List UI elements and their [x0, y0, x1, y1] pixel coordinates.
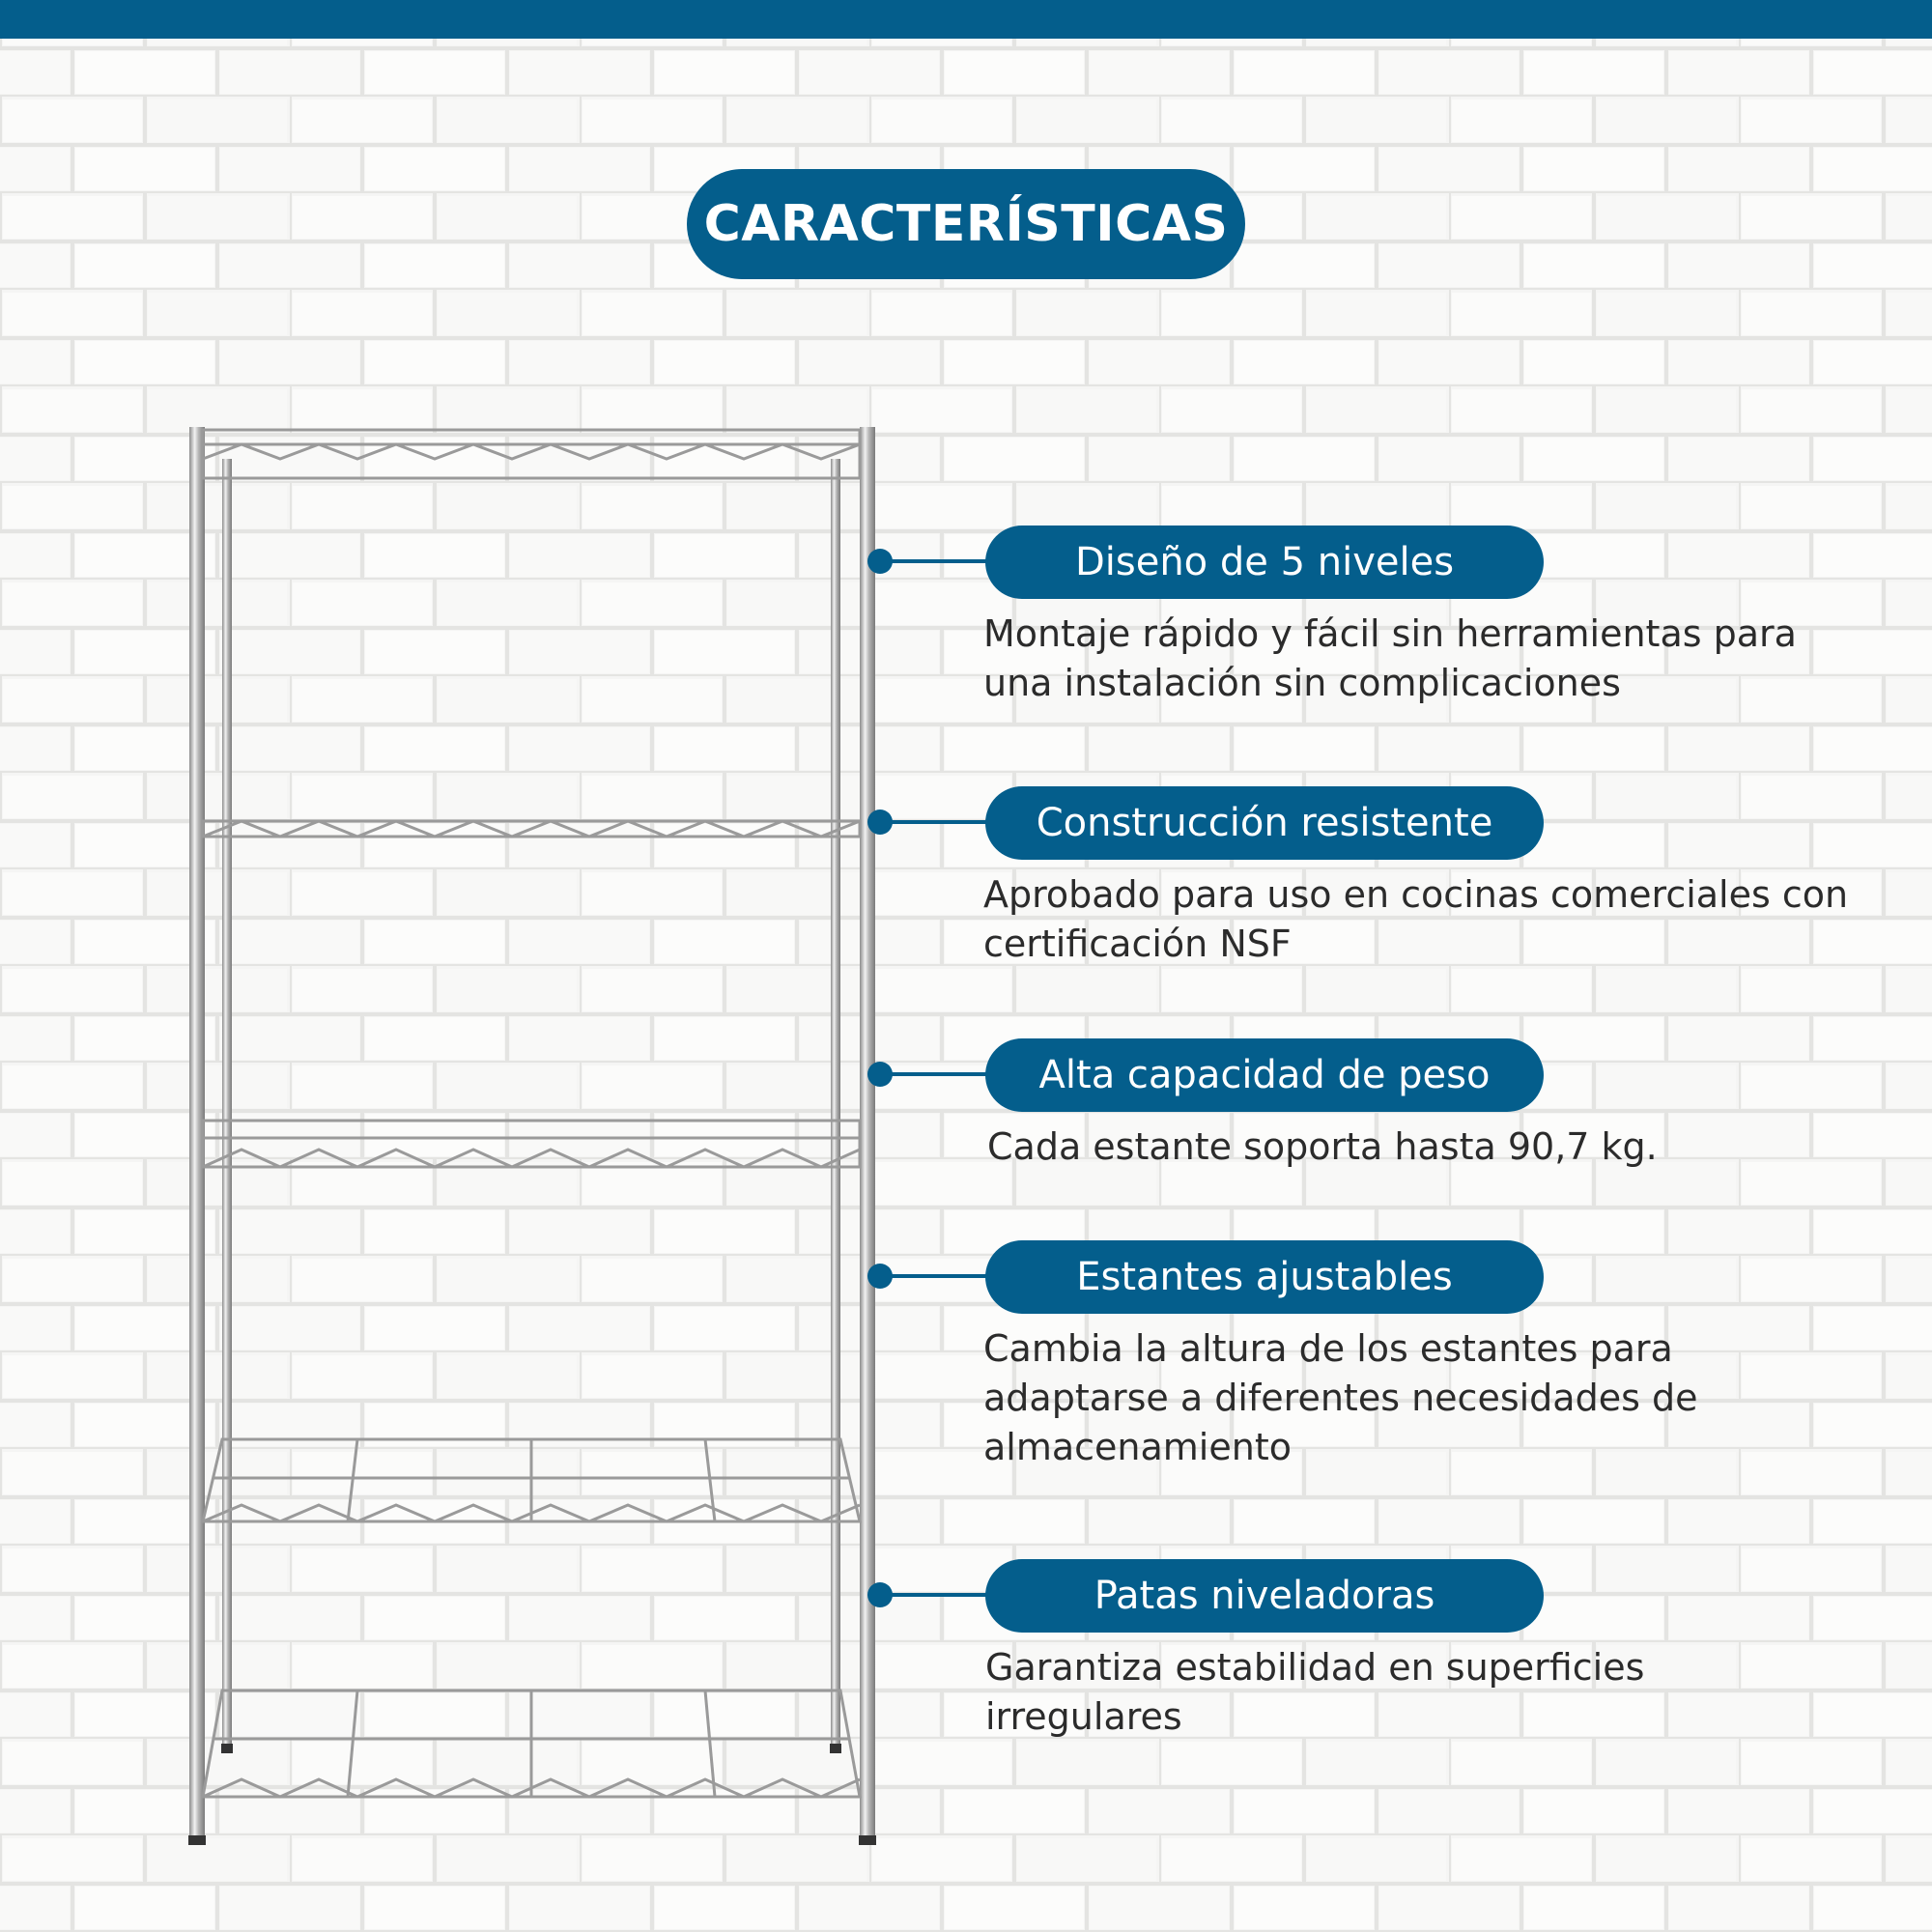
feature-label-5 — [985, 1559, 1544, 1633]
feature-label-4 — [985, 1240, 1544, 1314]
connector-line-2 — [880, 820, 988, 824]
feature-label-2-text: Construcción resistente — [1036, 801, 1493, 845]
feature-label-5-text: Patas niveladoras — [1094, 1574, 1435, 1618]
connector-line-1 — [880, 559, 988, 563]
feature-description-4: Cambia la altura de los estantes para adaptarse a diferentes necesidades de almacenamiento — [983, 1327, 1698, 1468]
feature-description-3: Cada estante soporta hasta 90,7 kg. — [987, 1125, 1658, 1168]
page-title: CARACTERÍSTICAS — [703, 195, 1229, 253]
feature-label-1 — [985, 526, 1544, 599]
feature-description-1: Montaje rápido y fácil sin herramientas para una instalación sin complicaciones — [983, 612, 1797, 704]
top-bar — [0, 0, 1932, 39]
wire-shelving-unit-image — [174, 415, 908, 1855]
title-badge — [687, 169, 1245, 279]
connector-line-4 — [880, 1274, 988, 1278]
feature-label-3-text: Alta capacidad de peso — [1038, 1053, 1491, 1097]
feature-label-1-text: Diseño de 5 niveles — [1074, 540, 1455, 584]
feature-description-5: Garantiza estabilidad en superficies irregulares — [985, 1646, 1645, 1738]
feature-label-3 — [985, 1038, 1544, 1112]
feature-label-2 — [985, 786, 1544, 860]
connector-line-5 — [880, 1593, 988, 1597]
connector-line-3 — [880, 1072, 988, 1076]
feature-description-2: Aprobado para uso en cocinas comerciales con certificación NSF — [983, 873, 1849, 965]
feature-label-4-text: Estantes ajustables — [1076, 1255, 1453, 1299]
